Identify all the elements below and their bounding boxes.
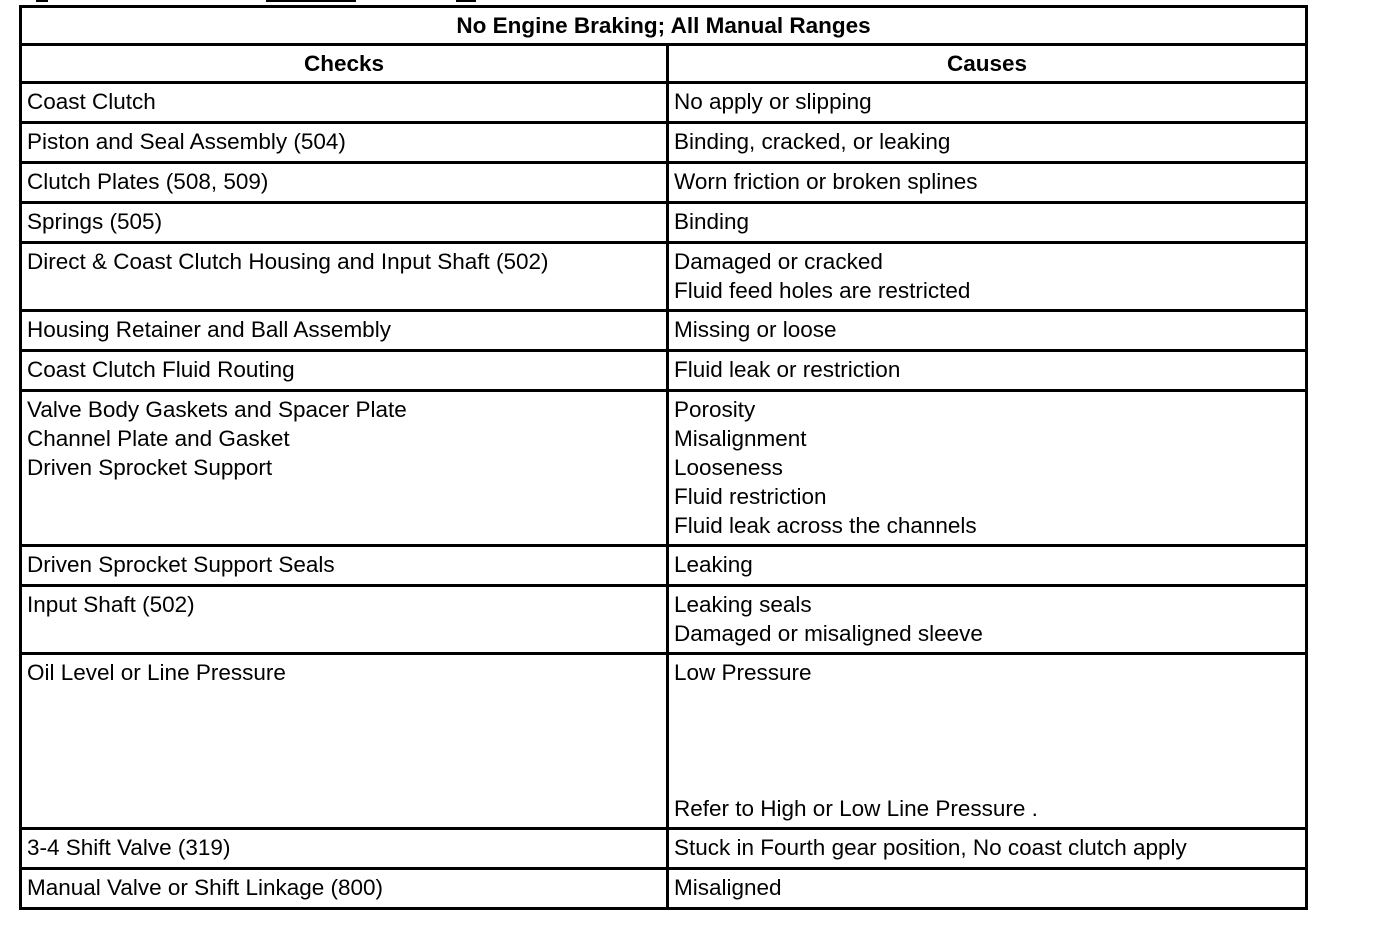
cause-text: Binding (674, 209, 750, 234)
table-row (21, 203, 1307, 243)
check-text: Direct & Coast Clutch Housing and Input Shaft (502) (27, 249, 549, 274)
cause-text: Stuck in Fourth gear position, No coast clutch apply (674, 835, 1187, 860)
cause-text: Low Pressure (674, 660, 812, 685)
cause-text: Binding, cracked, or leaking (674, 129, 951, 154)
table-row (21, 311, 1307, 351)
table-row (21, 351, 1307, 391)
check-cell (21, 83, 668, 123)
check-text: 3-4 Shift Valve (319) (27, 835, 231, 860)
check-text: Piston and Seal Assembly (504) (27, 129, 346, 154)
table-row (21, 83, 1307, 123)
check-text: Housing Retainer and Ball Assembly (27, 317, 391, 342)
cause-cell (668, 123, 1307, 163)
check-cell (21, 546, 668, 586)
check-cell (21, 654, 668, 829)
check-cell (21, 163, 668, 203)
cause-text: No apply or slipping (674, 89, 872, 114)
table-row (21, 869, 1307, 909)
cause-cell (668, 869, 1307, 909)
cause-cell (668, 203, 1307, 243)
check-cell (21, 829, 668, 869)
table-row (21, 654, 1307, 829)
check-text: Manual Valve or Shift Linkage (800) (27, 875, 384, 900)
cropped-text-fragment (36, 0, 476, 4)
cause-text: Damaged or cracked (674, 249, 883, 274)
check-cell (21, 351, 668, 391)
check-cell (21, 123, 668, 163)
table-row (21, 546, 1307, 586)
check-cell (21, 586, 668, 654)
check-text: Channel Plate and Gasket (27, 426, 290, 451)
table-title-row (21, 7, 1307, 45)
check-cell (21, 243, 668, 311)
cause-text: Missing or loose (674, 317, 837, 342)
check-cell (21, 311, 668, 351)
cause-text: Damaged or misaligned sleeve (674, 621, 983, 646)
table-row (21, 243, 1307, 311)
diagnostic-table (19, 5, 1308, 910)
cause-cell (668, 163, 1307, 203)
check-text: Coast Clutch (27, 89, 156, 114)
cause-text: Misalignment (674, 426, 807, 451)
cause-cell (668, 586, 1307, 654)
table-row (21, 163, 1307, 203)
cause-text: Worn friction or broken splines (674, 169, 978, 194)
check-text: Oil Level or Line Pressure (27, 660, 286, 685)
cause-cell (668, 243, 1307, 311)
header-causes: Causes (668, 45, 1307, 83)
check-text: Input Shaft (502) (27, 592, 195, 617)
cause-text: Looseness (674, 455, 783, 480)
cell-spacer (674, 687, 1300, 794)
cause-cell (668, 829, 1307, 869)
table-title: No Engine Braking; All Manual Ranges (21, 7, 1307, 45)
cause-text: Leaking (674, 552, 753, 577)
check-text: Clutch Plates (508, 509) (27, 169, 269, 194)
check-cell (21, 391, 668, 546)
check-text: Coast Clutch Fluid Routing (27, 357, 295, 382)
check-cell (21, 869, 668, 909)
table-row (21, 123, 1307, 163)
cause-cell (668, 546, 1307, 586)
cause-text: Leaking seals (674, 592, 812, 617)
check-text: Valve Body Gaskets and Spacer Plate (27, 397, 407, 422)
check-text: Driven Sprocket Support Seals (27, 552, 335, 577)
cause-text: Fluid leak across the channels (674, 513, 977, 538)
cause-text: Fluid leak or restriction (674, 357, 901, 382)
cause-cell (668, 83, 1307, 123)
table-row (21, 586, 1307, 654)
table-row (21, 391, 1307, 546)
cause-cell (668, 351, 1307, 391)
cause-text: Fluid feed holes are restricted (674, 278, 971, 303)
cause-text: Fluid restriction (674, 484, 827, 509)
header-checks: Checks (21, 45, 668, 83)
cause-text: Porosity (674, 397, 756, 422)
cause-text: Misaligned (674, 875, 782, 900)
table-row (21, 829, 1307, 869)
cause-cell (668, 654, 1307, 829)
cause-cell (668, 311, 1307, 351)
check-text: Springs (505) (27, 209, 163, 234)
cause-text: Refer to High or Low Line Pressure . (674, 796, 1038, 821)
table-header-row (21, 45, 1307, 83)
check-cell (21, 203, 668, 243)
check-text: Driven Sprocket Support (27, 455, 273, 480)
cause-cell (668, 391, 1307, 546)
